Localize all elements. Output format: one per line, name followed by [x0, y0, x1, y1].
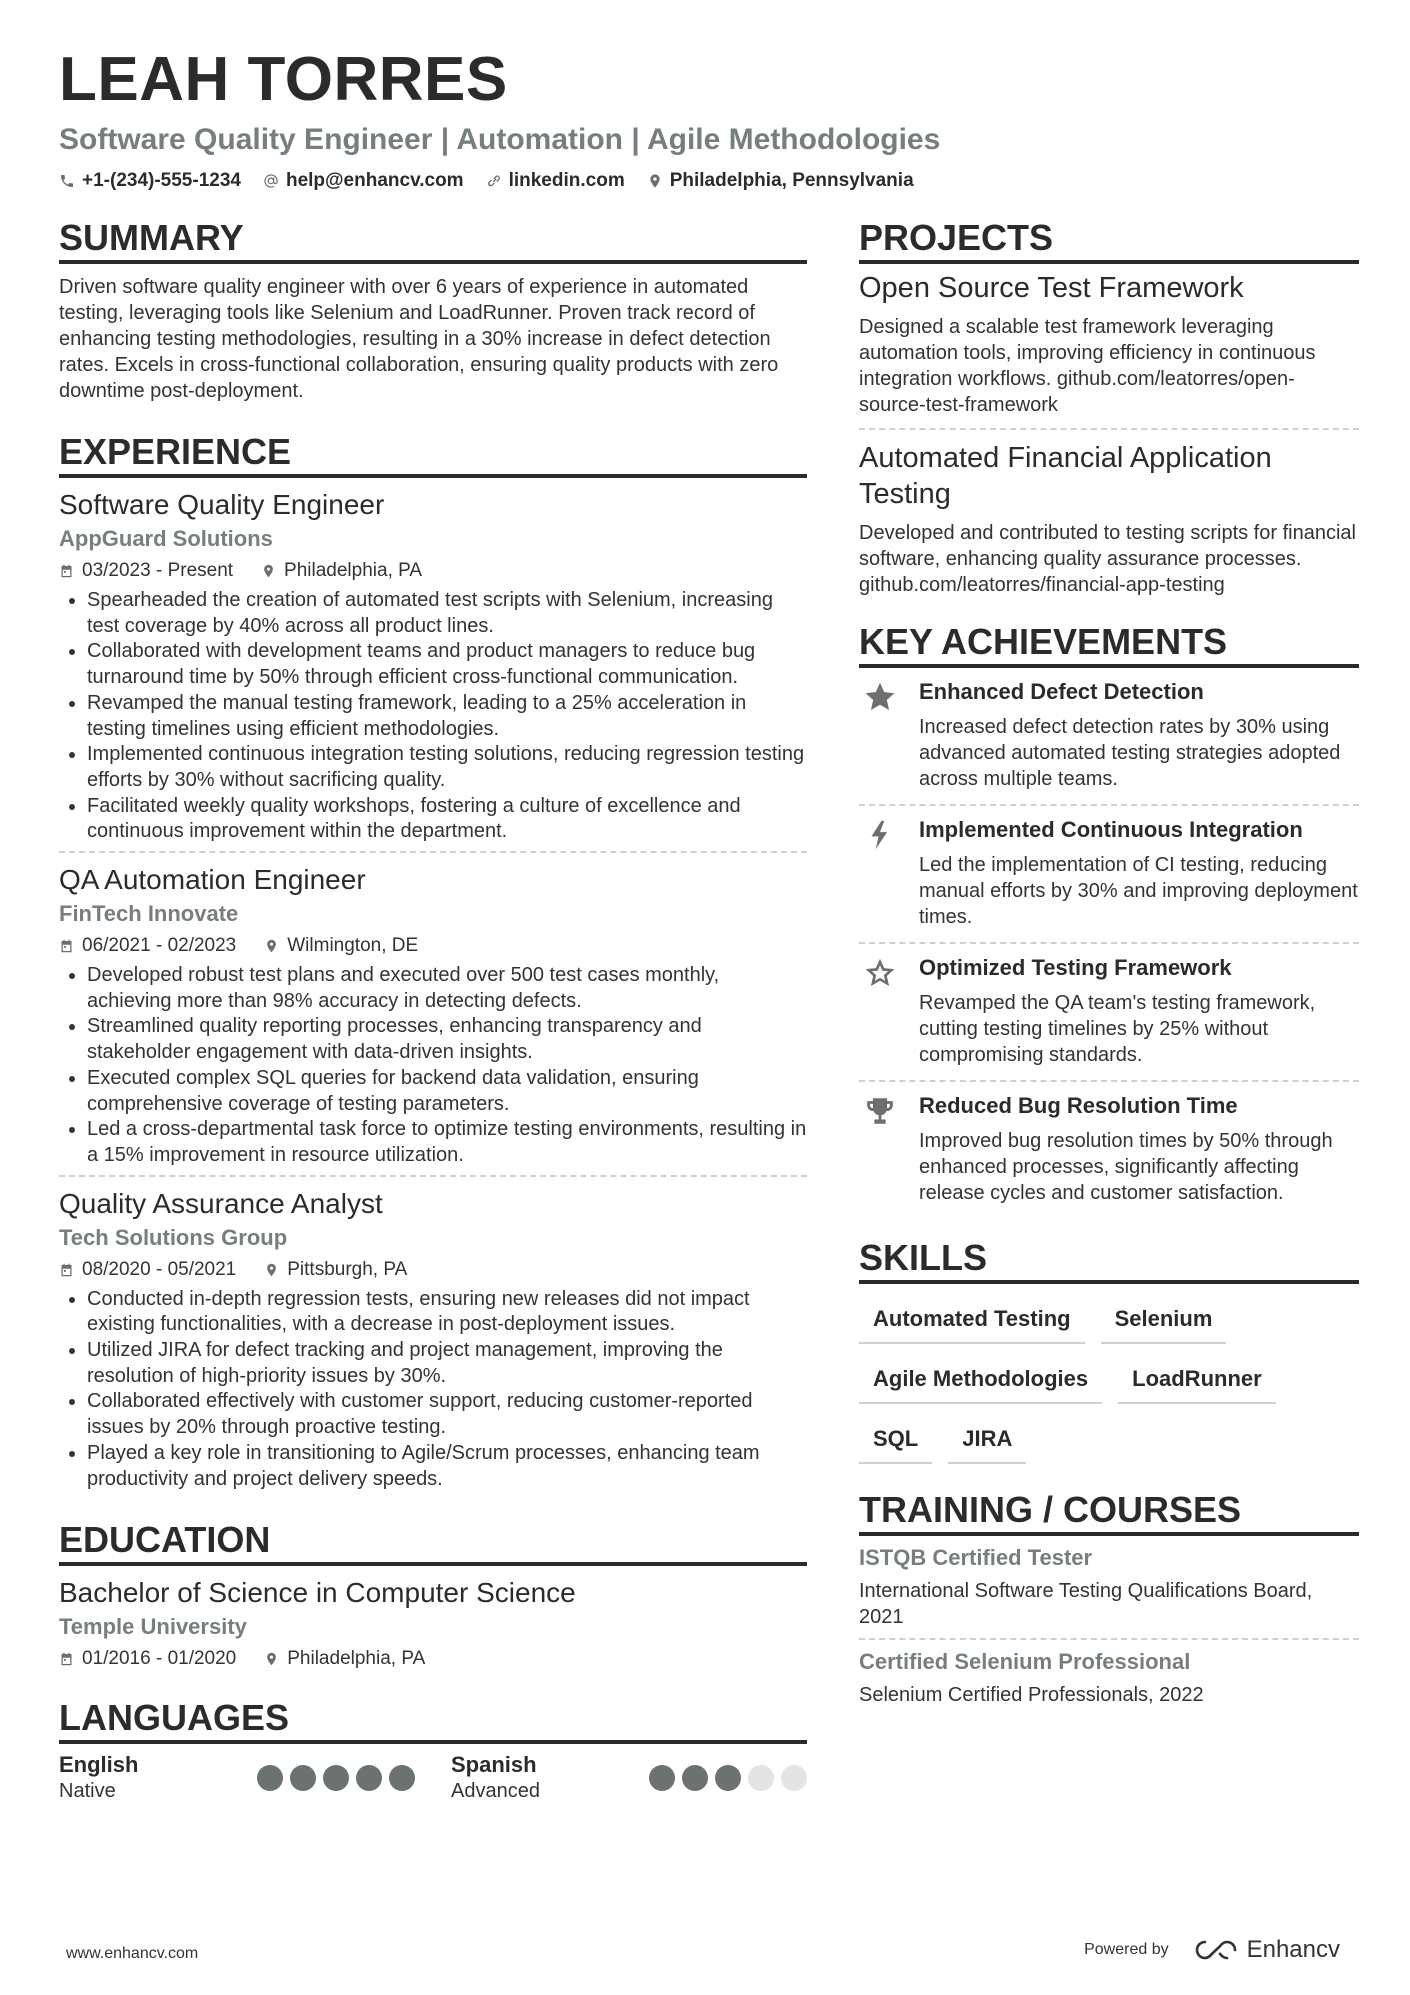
calendar-icon — [59, 938, 74, 954]
contact-phone[interactable] — [59, 170, 241, 192]
location-icon — [261, 563, 276, 579]
skill-tag: Automated Testing — [859, 1298, 1085, 1344]
achievement-desc: Revamped the QA team's testing framework, cutting testing timelines by 25% without compromising standards. — [919, 992, 1316, 1066]
contact-linkedin[interactable] — [486, 170, 625, 192]
achievement-desc: Increased defect detection rates by 30% using advanced automated testing strategies adopted across multiple teams. — [919, 716, 1341, 790]
skills-list — [859, 1298, 1359, 1464]
job-bullet: • Led a cross-departmental task force to optimize testing environments, resulting in a 15% improvement in resource utilization. — [87, 1117, 807, 1168]
resume-header — [59, 44, 1359, 192]
rating-dot-filled — [389, 1765, 415, 1791]
language-rating — [257, 1765, 415, 1791]
project-title: Automated Financial Application Testing — [859, 442, 1272, 510]
rating-dot-empty — [781, 1765, 807, 1791]
project-desc: Designed a scalable test framework leveraging automation tools, improving efficiency in continuous integration workflows. github.com/leatorres/open-source-test-framework — [859, 316, 1316, 416]
rating-dot-filled — [290, 1765, 316, 1791]
training-heading: TRAINING / COURSES — [859, 1490, 1359, 1536]
achievement-title: Implemented Continuous Integration — [919, 817, 1303, 842]
job-location — [264, 1259, 407, 1281]
job-location-text: Wilmington, DE — [287, 935, 419, 957]
summary-heading: SUMMARY — [59, 218, 807, 264]
footer-branding — [1084, 1936, 1340, 1964]
location-icon — [647, 173, 663, 189]
job-bullet: • Played a key role in transitioning to Agile/Scrum processes, enhancing team productivity and project delivery speeds. — [87, 1441, 807, 1492]
language-level: Advanced — [451, 1780, 540, 1803]
course-item — [859, 1638, 1359, 1716]
education-section — [59, 1520, 807, 1676]
job-bullets — [59, 588, 807, 845]
left-column — [59, 218, 807, 1832]
rating-dot-filled — [715, 1765, 741, 1791]
job-dates-text: 03/2023 - Present — [82, 560, 234, 581]
calendar-icon — [59, 563, 74, 579]
training-section — [859, 1490, 1359, 1716]
skills-heading: SKILLS — [859, 1238, 1359, 1284]
skill-tag: LoadRunner — [1118, 1358, 1276, 1404]
education-dates — [59, 1648, 236, 1670]
achievement-title: Enhanced Defect Detection — [919, 679, 1204, 704]
course-desc: Selenium Certified Professionals, 2022 — [859, 1684, 1204, 1706]
summary-section — [59, 218, 807, 404]
course-desc: International Software Testing Qualifications Board, 2021 — [859, 1580, 1313, 1628]
job-location — [264, 935, 418, 957]
experience-heading: EXPERIENCE — [59, 432, 807, 478]
achievement-title: Optimized Testing Framework — [919, 955, 1232, 980]
job-meta — [59, 1259, 807, 1281]
job-company: AppGuard Solutions — [59, 526, 273, 551]
job-bullet: • Collaborated effectively with customer support, reducing customer-reported issues by 20% through proactive testing. — [87, 1389, 807, 1440]
job-title: QA Automation Engineer — [59, 864, 366, 896]
brand-logo[interactable] — [1193, 1936, 1340, 1964]
language-item — [59, 1752, 415, 1804]
achievement-item — [859, 804, 1359, 942]
contact-location-text: Philadelphia, Pennsylvania — [669, 170, 914, 191]
location-icon — [264, 1262, 279, 1278]
job-dates-text: 08/2020 - 05/2021 — [82, 1258, 237, 1280]
powered-by-label: Powered by — [1084, 1941, 1169, 1958]
job-location-text: Pittsburgh, PA — [287, 1258, 408, 1280]
project-title: Open Source Test Framework — [859, 272, 1244, 304]
contact-phone-text: +1-(234)-555-1234 — [82, 170, 241, 191]
skills-section — [859, 1238, 1359, 1464]
candidate-name: LEAH TORRES — [59, 45, 508, 114]
achievements-section — [859, 622, 1359, 1218]
job-entry — [59, 478, 807, 851]
education-entry — [59, 1566, 807, 1676]
contact-email-text: help@enhancv.com — [285, 170, 464, 191]
achievement-item — [859, 668, 1359, 804]
job-dates — [59, 1259, 236, 1281]
achievement-item — [859, 1080, 1359, 1218]
languages-section — [59, 1698, 807, 1804]
contact-bar — [59, 170, 1359, 192]
job-entry — [59, 1175, 807, 1499]
trophy-icon — [863, 1094, 897, 1128]
rating-dot-filled — [257, 1765, 283, 1791]
rating-dot-filled — [356, 1765, 382, 1791]
education-heading: EDUCATION — [59, 1520, 807, 1566]
link-icon — [486, 173, 502, 189]
job-bullet: • Conducted in-depth regression tests, ensuring new releases did not impact existing functionalities, with a decrease in post-deployment issues. — [87, 1287, 807, 1338]
phone-icon — [59, 173, 75, 189]
job-company: Tech Solutions Group — [59, 1224, 288, 1250]
job-meta — [59, 560, 807, 582]
job-location-text: Philadelphia, PA — [284, 560, 423, 581]
experience-section — [59, 432, 807, 1498]
project-desc: Developed and contributed to testing scripts for financial software, enhancing quality assurance processes. github.com/leatorres/financial-app-testing — [859, 522, 1356, 596]
footer-website[interactable]: www.enhancv.com — [66, 1945, 199, 1962]
job-bullets — [59, 963, 807, 1169]
job-title: Software Quality Engineer — [59, 489, 385, 520]
rating-dot-filled — [323, 1765, 349, 1791]
course-title: Certified Selenium Professional — [859, 1649, 1191, 1674]
job-bullet: • Streamlined quality reporting processes, enhancing transparency and stakeholder engagement with data-driven insights. — [87, 1014, 807, 1065]
summary-text: Driven software quality engineer with over 6 years of experience in automated testing, leveraging tools like Selenium and LoadRunner. Proven track record of enhancing testing methodologies, resulting in a 30% increase in defect detection rates. Excels in cross-functional collaboration, ensuring quality products with zero downtime post-deployment. — [59, 276, 779, 402]
education-meta — [59, 1648, 807, 1670]
language-rating — [649, 1765, 807, 1791]
education-degree: Bachelor of Science in Computer Science — [59, 1577, 576, 1609]
skill-tag: Agile Methodologies — [859, 1358, 1102, 1404]
location-icon — [264, 1651, 279, 1667]
skill-tag: Selenium — [1101, 1298, 1227, 1344]
job-title: Quality Assurance Analyst — [59, 1187, 383, 1219]
brand-name: Enhancv — [1246, 1936, 1340, 1963]
education-dates-text: 01/2016 - 01/2020 — [82, 1648, 237, 1670]
lightning-icon — [863, 818, 897, 852]
project-item — [859, 264, 1359, 428]
job-bullet: • Implemented continuous integration testing solutions, reducing regression testing efforts by 30% without sacrificing quality. — [87, 742, 807, 793]
job-dates — [59, 935, 236, 957]
job-bullet: • Executed complex SQL queries for backend data validation, ensuring comprehensive coverage of testing parameters. — [87, 1066, 807, 1117]
contact-location — [647, 170, 914, 192]
projects-section — [859, 218, 1359, 608]
language-item — [451, 1752, 807, 1804]
job-entry — [59, 851, 807, 1175]
job-bullets — [59, 1287, 807, 1493]
language-name: English — [59, 1752, 139, 1778]
job-dates-text: 06/2021 - 02/2023 — [82, 935, 237, 957]
job-bullet: • Spearheaded the creation of automated test scripts with Selenium, increasing test coverage by 40% across all product lines. — [87, 588, 807, 639]
achievement-item — [859, 942, 1359, 1080]
star-filled-icon — [863, 680, 897, 714]
calendar-icon — [59, 1651, 74, 1667]
project-item — [859, 428, 1359, 608]
language-level: Native — [59, 1780, 116, 1803]
job-dates — [59, 560, 233, 582]
location-icon — [264, 938, 279, 954]
languages-heading: LANGUAGES — [59, 1698, 807, 1744]
job-bullet: • Collaborated with development teams and product managers to reduce bug turnaround time by 50% through efficient cross-functional communication. — [87, 639, 807, 690]
job-company: FinTech Innovate — [59, 901, 239, 927]
candidate-title: Software Quality Engineer | Automation | Agile Methodologies — [59, 123, 941, 156]
course-item — [859, 1536, 1359, 1638]
education-school: Temple University — [59, 1614, 247, 1640]
at-icon — [263, 173, 279, 189]
job-bullet: • Revamped the manual testing framework, leading to a 25% acceleration in testing timelines using efficient methodologies. — [87, 691, 807, 742]
rating-dot-filled — [649, 1765, 675, 1791]
education-location-text: Philadelphia, PA — [287, 1648, 426, 1670]
languages-list — [59, 1752, 807, 1804]
achievement-title: Reduced Bug Resolution Time — [919, 1093, 1238, 1118]
star-outline-icon — [863, 956, 897, 990]
job-bullet: • Facilitated weekly quality workshops, fostering a culture of excellence and continuous improvement within the department. — [87, 794, 807, 845]
calendar-icon — [59, 1262, 74, 1278]
job-location — [261, 560, 422, 582]
right-column — [859, 218, 1359, 1744]
job-bullet: • Utilized JIRA for defect tracking and project management, improving the resolution of high-priority issues by 30%. — [87, 1338, 807, 1389]
achievement-desc: Led the implementation of CI testing, reducing manual efforts by 30% and improving deployment times. — [919, 854, 1358, 928]
contact-linkedin-text: linkedin.com — [508, 170, 625, 191]
projects-heading: PROJECTS — [859, 218, 1359, 264]
contact-email[interactable] — [263, 170, 464, 192]
skill-tag: JIRA — [948, 1418, 1026, 1464]
job-bullet: • Developed robust test plans and executed over 500 test cases monthly, achieving more than 98% accuracy in detecting defects. — [87, 963, 807, 1014]
rating-dot-empty — [748, 1765, 774, 1791]
enhancv-logo-icon — [1193, 1938, 1239, 1962]
education-location — [264, 1648, 425, 1670]
achievement-desc: Improved bug resolution times by 50% through enhanced processes, significantly affecting release cycles and customer satisfaction. — [919, 1130, 1333, 1204]
rating-dot-filled — [682, 1765, 708, 1791]
course-title: ISTQB Certified Tester — [859, 1545, 1093, 1570]
language-name: Spanish — [451, 1752, 537, 1778]
achievements-heading: KEY ACHIEVEMENTS — [859, 622, 1359, 668]
skill-tag: SQL — [859, 1418, 932, 1464]
job-meta — [59, 935, 807, 957]
